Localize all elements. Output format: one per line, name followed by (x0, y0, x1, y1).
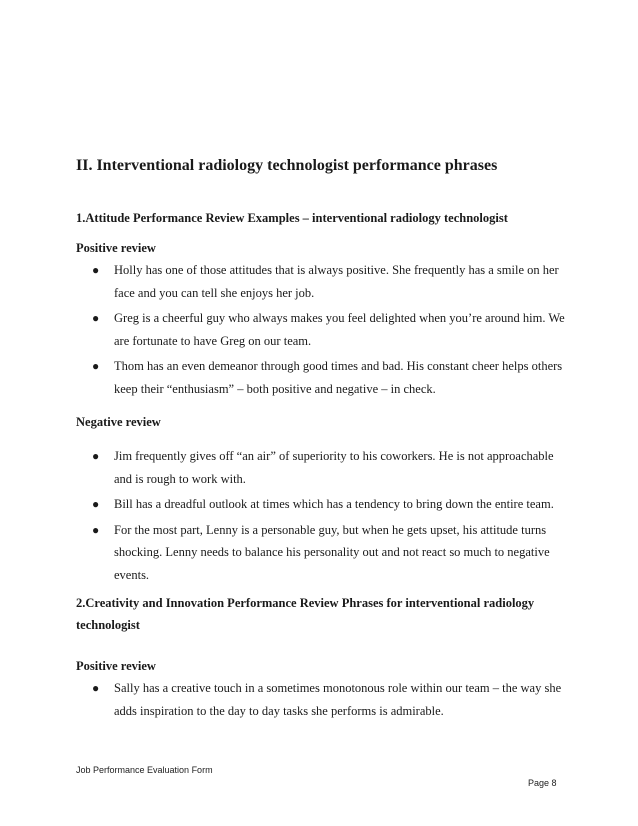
footer-title: Job Performance Evaluation Form (76, 765, 213, 775)
bullet-icon: ● (92, 681, 100, 695)
bullet-icon: ● (92, 263, 100, 277)
list-item: ● Bill has a dreadful outlook at times which has a tendency to bring down the entire team. (76, 493, 566, 516)
section1-negative-list (76, 445, 566, 589)
list-item: ● Jim frequently gives off “an air” of superiority to his coworkers. He is not approachable and is rough to work with. (76, 445, 566, 490)
bullet-icon: ● (92, 449, 100, 463)
section1-positive-label: Positive review (76, 241, 156, 255)
page-number: Page 8 (528, 778, 557, 788)
list-item: ● Greg is a cheerful guy who always makes you feel delighted when you’re around him. We are fortunate to have Greg on our team. (76, 307, 566, 352)
bullet-icon: ● (92, 359, 100, 373)
section-heading: II. Interventional radiology technologist performance phrases (76, 157, 498, 174)
bullet-icon: ● (92, 497, 100, 511)
list-item: ● For the most part, Lenny is a personable guy, but when he gets upset, his attitude turns shocking. Lenny needs to balance his personality out and not react so much to negative events. (76, 519, 566, 587)
section1-title: 1.Attitude Performance Review Examples – interventional radiology technologist (76, 211, 508, 225)
section2-positive-list (76, 677, 566, 725)
list-item: ● Thom has an even demeanor through good times and bad. His constant cheer helps others keep their “enthusiasm” – both positive and negative – in check. (76, 355, 566, 400)
section2-title: 2.Creativity and Innovation Performance Review Phrases for interventional radiology technologist (76, 596, 535, 632)
section1-negative-label: Negative review (76, 415, 161, 429)
list-item: ● Holly has one of those attitudes that is always positive. She frequently has a smile on her face and you can tell she enjoys her job. (76, 259, 566, 304)
list-item: ● Sally has a creative touch in a sometimes monotonous role within our team – the way she adds inspiration to the day to day tasks she performs is admirable. (76, 677, 566, 722)
section1-positive-list (76, 259, 566, 403)
bullet-icon: ● (92, 311, 100, 325)
bullet-icon: ● (92, 522, 100, 537)
section2-positive-label: Positive review (76, 659, 156, 673)
